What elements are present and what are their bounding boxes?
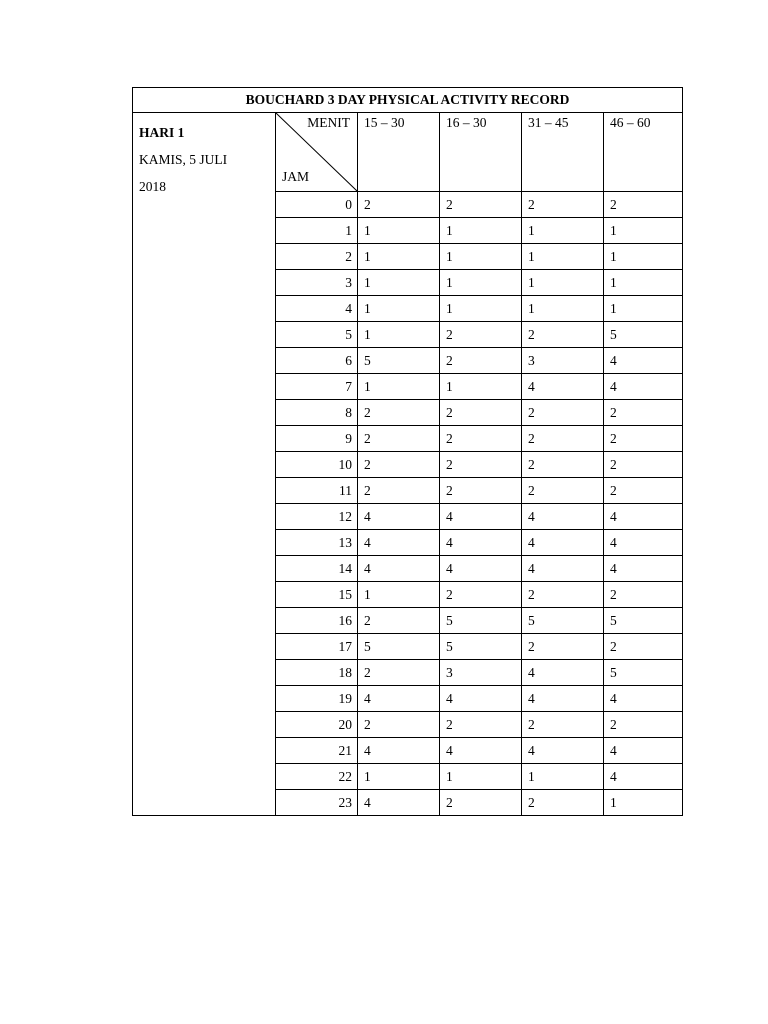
hour-cell: 21 [276,738,358,764]
activity-value-cell: 4 [604,738,683,764]
activity-value-cell: 5 [440,608,522,634]
hour-cell: 10 [276,452,358,478]
activity-value-cell: 4 [358,530,440,556]
hour-cell: 11 [276,478,358,504]
activity-value-cell: 4 [358,738,440,764]
hour-cell: 4 [276,296,358,322]
activity-value-cell: 4 [358,504,440,530]
column-header: 16 – 30 [440,113,522,192]
activity-value-cell: 1 [440,374,522,400]
activity-value-cell: 1 [522,218,604,244]
activity-value-cell: 1 [440,296,522,322]
activity-value-cell: 2 [522,582,604,608]
day-date: KAMIS, 5 JULI [139,152,228,167]
activity-value-cell: 1 [440,270,522,296]
activity-value-cell: 2 [440,322,522,348]
activity-value-cell: 1 [440,218,522,244]
activity-value-cell: 1 [440,764,522,790]
activity-value-cell: 4 [440,686,522,712]
activity-value-cell: 4 [522,504,604,530]
activity-value-cell: 5 [604,608,683,634]
activity-value-cell: 1 [604,218,683,244]
activity-value-cell: 2 [604,712,683,738]
activity-value-cell: 2 [440,582,522,608]
activity-value-cell: 2 [522,322,604,348]
menit-label: MENIT [307,115,350,130]
hour-cell: 14 [276,556,358,582]
activity-value-cell: 2 [522,712,604,738]
activity-value-cell: 2 [604,400,683,426]
activity-value-cell: 2 [604,478,683,504]
day-year: 2018 [139,179,166,194]
hour-cell: 0 [276,192,358,218]
activity-value-cell: 2 [522,426,604,452]
activity-value-cell: 4 [522,738,604,764]
activity-value-cell: 2 [522,634,604,660]
hour-cell: 15 [276,582,358,608]
hour-cell: 12 [276,504,358,530]
hour-cell: 2 [276,244,358,270]
activity-value-cell: 4 [358,556,440,582]
activity-value-cell: 1 [358,582,440,608]
hour-cell: 17 [276,634,358,660]
activity-value-cell: 2 [604,426,683,452]
activity-value-cell: 2 [358,478,440,504]
hour-cell: 3 [276,270,358,296]
activity-value-cell: 4 [522,660,604,686]
activity-value-cell: 2 [358,400,440,426]
hour-cell: 16 [276,608,358,634]
activity-value-cell: 1 [358,764,440,790]
hour-cell: 18 [276,660,358,686]
activity-value-cell: 2 [440,400,522,426]
activity-value-cell: 4 [604,686,683,712]
activity-value-cell: 5 [522,608,604,634]
hour-cell: 8 [276,400,358,426]
activity-value-cell: 4 [358,686,440,712]
activity-value-cell: 2 [440,478,522,504]
activity-value-cell: 1 [358,218,440,244]
activity-value-cell: 1 [358,244,440,270]
activity-value-cell: 4 [604,530,683,556]
activity-value-cell: 4 [604,504,683,530]
hour-cell: 7 [276,374,358,400]
activity-value-cell: 2 [358,426,440,452]
activity-value-cell: 1 [358,296,440,322]
activity-value-cell: 4 [440,556,522,582]
activity-value-cell: 2 [440,426,522,452]
activity-value-cell: 4 [440,530,522,556]
hour-cell: 20 [276,712,358,738]
activity-record-table [132,87,683,816]
hour-cell: 23 [276,790,358,816]
activity-value-cell: 2 [358,192,440,218]
activity-value-cell: 2 [358,452,440,478]
activity-value-cell: 5 [604,660,683,686]
activity-value-cell: 2 [440,348,522,374]
activity-value-cell: 5 [604,322,683,348]
activity-value-cell: 4 [522,556,604,582]
activity-value-cell: 5 [358,634,440,660]
column-header: 15 – 30 [358,113,440,192]
hour-cell: 19 [276,686,358,712]
activity-value-cell: 4 [604,348,683,374]
activity-value-cell: 1 [522,764,604,790]
activity-value-cell: 4 [522,686,604,712]
day-info-cell [133,113,276,816]
activity-value-cell: 2 [358,660,440,686]
activity-value-cell: 1 [522,244,604,270]
jam-label: JAM [282,168,310,184]
activity-value-cell: 1 [440,244,522,270]
activity-value-cell: 2 [440,790,522,816]
activity-value-cell: 1 [604,296,683,322]
activity-value-cell: 1 [522,296,604,322]
activity-value-cell: 2 [522,478,604,504]
hour-cell: 5 [276,322,358,348]
activity-value-cell: 5 [358,348,440,374]
activity-value-cell: 2 [522,400,604,426]
activity-value-cell: 2 [358,712,440,738]
activity-value-cell: 3 [440,660,522,686]
column-header: 46 – 60 [604,113,683,192]
activity-value-cell: 3 [522,348,604,374]
activity-value-cell: 2 [358,608,440,634]
activity-value-cell: 4 [604,374,683,400]
activity-value-cell: 1 [358,322,440,348]
activity-value-cell: 4 [522,530,604,556]
activity-value-cell: 1 [358,270,440,296]
activity-value-cell: 1 [358,374,440,400]
hour-cell: 1 [276,218,358,244]
activity-value-cell: 4 [358,790,440,816]
hour-cell: 6 [276,348,358,374]
column-header: 31 – 45 [522,113,604,192]
activity-value-cell: 1 [604,244,683,270]
record-title: BOUCHARD 3 DAY PHYSICAL ACTIVITY RECORD [133,88,683,113]
hour-cell: 13 [276,530,358,556]
activity-value-cell: 2 [604,634,683,660]
activity-value-cell: 2 [522,790,604,816]
activity-value-cell: 2 [522,452,604,478]
activity-value-cell: 2 [604,192,683,218]
activity-value-cell: 4 [604,556,683,582]
activity-value-cell: 4 [440,738,522,764]
activity-value-cell: 2 [604,582,683,608]
activity-value-cell: 5 [440,634,522,660]
activity-value-cell: 2 [522,192,604,218]
activity-value-cell: 1 [604,790,683,816]
activity-value-cell: 1 [522,270,604,296]
hour-cell: 9 [276,426,358,452]
activity-value-cell: 4 [522,374,604,400]
menit-jam-header [276,113,358,192]
activity-value-cell: 1 [604,270,683,296]
day-label: HARI 1 [139,125,185,140]
activity-value-cell: 2 [440,192,522,218]
activity-value-cell: 4 [604,764,683,790]
activity-value-cell: 2 [440,452,522,478]
activity-value-cell: 4 [440,504,522,530]
activity-value-cell: 2 [604,452,683,478]
hour-cell: 22 [276,764,358,790]
activity-value-cell: 2 [440,712,522,738]
